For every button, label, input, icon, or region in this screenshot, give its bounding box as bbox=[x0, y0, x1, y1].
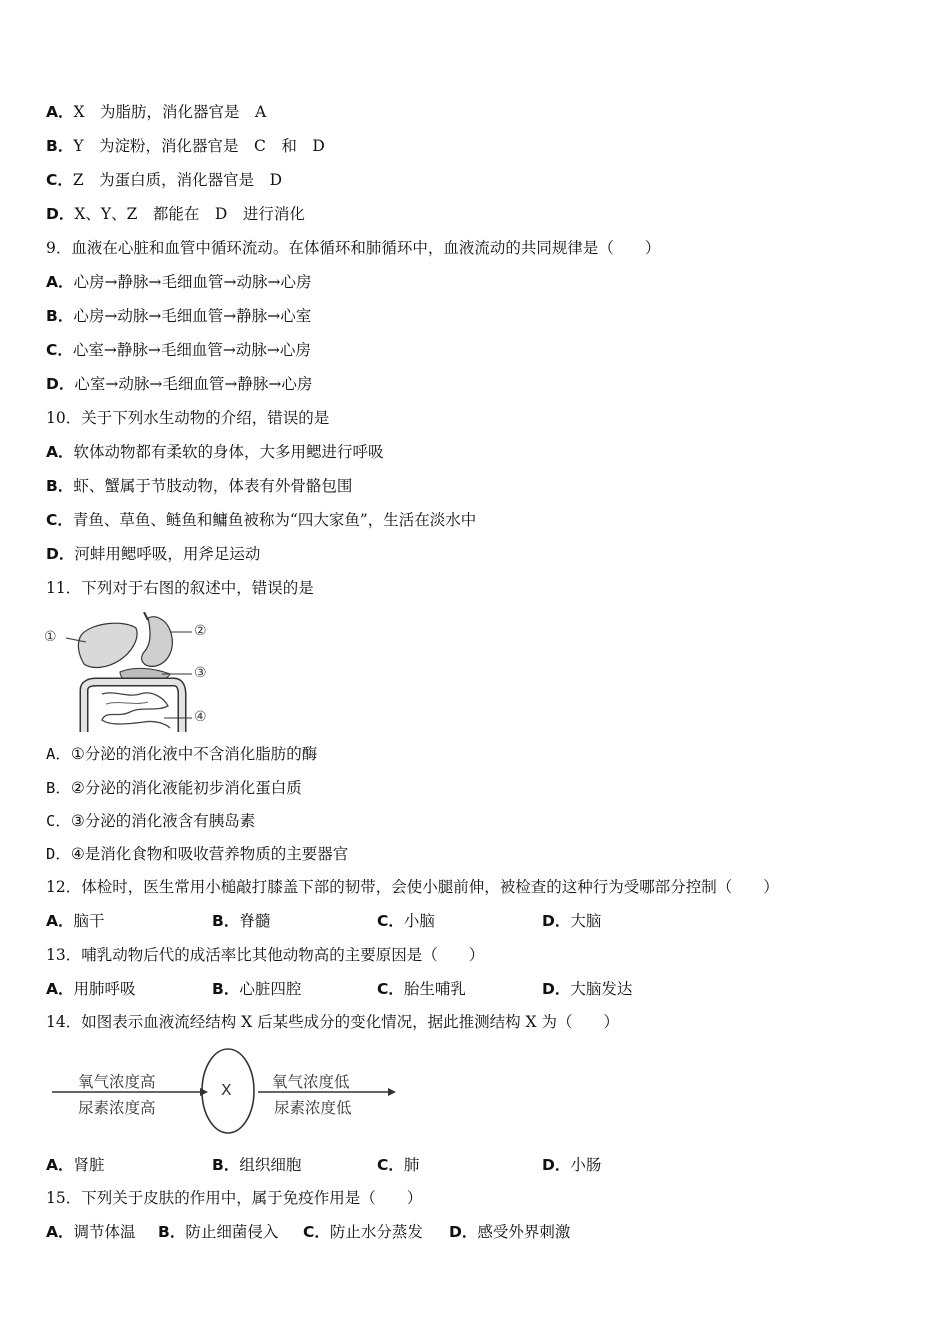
q15-stem: 15．下列关于皮肤的作用中，属于免疫作用是（ ） bbox=[46, 1189, 423, 1207]
node-x-label: X bbox=[221, 1081, 232, 1099]
q10-option-b: B．虾、蟹属于节肢动物，体表有外骨骼包围 bbox=[46, 477, 353, 495]
q10-option-a: A．软体动物都有柔软的身体，大多用鳃进行呼吸 bbox=[46, 443, 384, 461]
q15-option-c: C．防止水分蒸发 bbox=[303, 1223, 423, 1241]
q8-option-a: A．X 为脂肪，消化器官是 A bbox=[46, 103, 267, 121]
q9-option-c: C．心室→静脉→毛细血管→动脉→心房 bbox=[46, 341, 311, 359]
digestive-system-figure bbox=[44, 612, 214, 734]
inflow-arrowhead bbox=[200, 1088, 208, 1096]
in-bottom-label: 尿素浓度高 bbox=[78, 1099, 156, 1117]
small-intestine-shape bbox=[102, 693, 170, 728]
q13-options bbox=[46, 979, 906, 999]
q15-options bbox=[46, 1222, 906, 1242]
q14-options bbox=[46, 1155, 906, 1175]
in-top-label: 氧气浓度高 bbox=[78, 1073, 156, 1091]
outflow-arrowhead bbox=[388, 1088, 396, 1096]
q12-stem: 12．体检时，医生常用小槌敲打膝盖下部的韧带，会使小腿前伸，被检查的这种行为受哪部分控制（ ） bbox=[46, 878, 779, 896]
stomach-shape bbox=[142, 617, 173, 667]
figure-label-2: ② bbox=[194, 623, 207, 639]
q8-option-d: D．X、Y、Z 都能在 D 进行消化 bbox=[46, 205, 305, 223]
q11-option-c: C．③分泌的消化液含有胰岛素 bbox=[46, 812, 256, 830]
digestive-system-drawing bbox=[44, 612, 214, 734]
q13-stem: 13．哺乳动物后代的成活率比其他动物高的主要原因是（ ） bbox=[46, 946, 485, 964]
q13-option-a: A．用肺呼吸 bbox=[46, 980, 136, 998]
q15-option-d: D．感受外界刺激 bbox=[449, 1223, 571, 1241]
q9-option-d: D．心室→动脉→毛细血管→静脉→心房 bbox=[46, 375, 313, 393]
q11-option-a: A．①分泌的消化液中不含消化脂肪的酶 bbox=[46, 745, 318, 763]
out-top-label: 氧气浓度低 bbox=[272, 1073, 350, 1091]
q10-option-d: D．河蚌用鳃呼吸，用斧足运动 bbox=[46, 545, 261, 563]
q8-option-b: B．Y 为淀粉，消化器官是 C 和 D bbox=[46, 137, 325, 155]
q12-option-a: A．脑干 bbox=[46, 912, 105, 930]
q14-stem: 14．如图表示血液流经结构 X 后某些成分的变化情况，据此推测结构 X 为（ ） bbox=[46, 1013, 620, 1031]
q9-option-b: B．心房→动脉→毛细血管→静脉→心室 bbox=[46, 307, 312, 325]
q12-option-d: D．大脑 bbox=[542, 912, 602, 930]
q11-option-d: D．④是消化食物和吸收营养物质的主要器官 bbox=[46, 845, 349, 863]
q14-option-d: D．小肠 bbox=[542, 1156, 602, 1174]
figure-label-3: ③ bbox=[194, 665, 207, 681]
q8-option-c: C．Z 为蛋白质，消化器官是 D bbox=[46, 171, 283, 189]
q15-option-a: A．调节体温 bbox=[46, 1223, 136, 1241]
blood-flow-diagram bbox=[50, 1046, 400, 1138]
q13-option-c: C．胎生哺乳 bbox=[377, 980, 466, 998]
q15-option-b: B．防止细菌侵入 bbox=[158, 1223, 279, 1241]
q9-stem: 9．血液在心脏和血管中循环流动。在体循环和肺循环中，血液流动的共同规律是（ ） bbox=[46, 239, 661, 257]
q14-option-b: B．组织细胞 bbox=[212, 1156, 302, 1174]
q12-option-b: B．脊髓 bbox=[212, 912, 271, 930]
out-bottom-label: 尿素浓度低 bbox=[274, 1099, 352, 1117]
q11-stem: 11．下列对于右图的叙述中，错误的是 bbox=[46, 579, 314, 597]
q14-option-a: A．肾脏 bbox=[46, 1156, 105, 1174]
q12-options bbox=[46, 911, 906, 931]
figure-label-4: ④ bbox=[194, 709, 207, 725]
q10-stem: 10．关于下列水生动物的介绍，错误的是 bbox=[46, 409, 330, 427]
q11-option-b: B．②分泌的消化液能初步消化蛋白质 bbox=[46, 779, 302, 797]
q13-option-b: B．心脏四腔 bbox=[212, 980, 302, 998]
liver-shape bbox=[78, 623, 137, 667]
q12-option-c: C．小脑 bbox=[377, 912, 435, 930]
q14-option-c: C．肺 bbox=[377, 1156, 420, 1174]
q13-option-d: D．大脑发达 bbox=[542, 980, 633, 998]
q9-option-a: A．心房→静脉→毛细血管→动脉→心房 bbox=[46, 273, 312, 291]
figure-label-1: ① bbox=[44, 629, 57, 645]
q10-option-c: C．青鱼、草鱼、鲢鱼和鳙鱼被称为“四大家鱼”，生活在淡水中 bbox=[46, 511, 477, 529]
